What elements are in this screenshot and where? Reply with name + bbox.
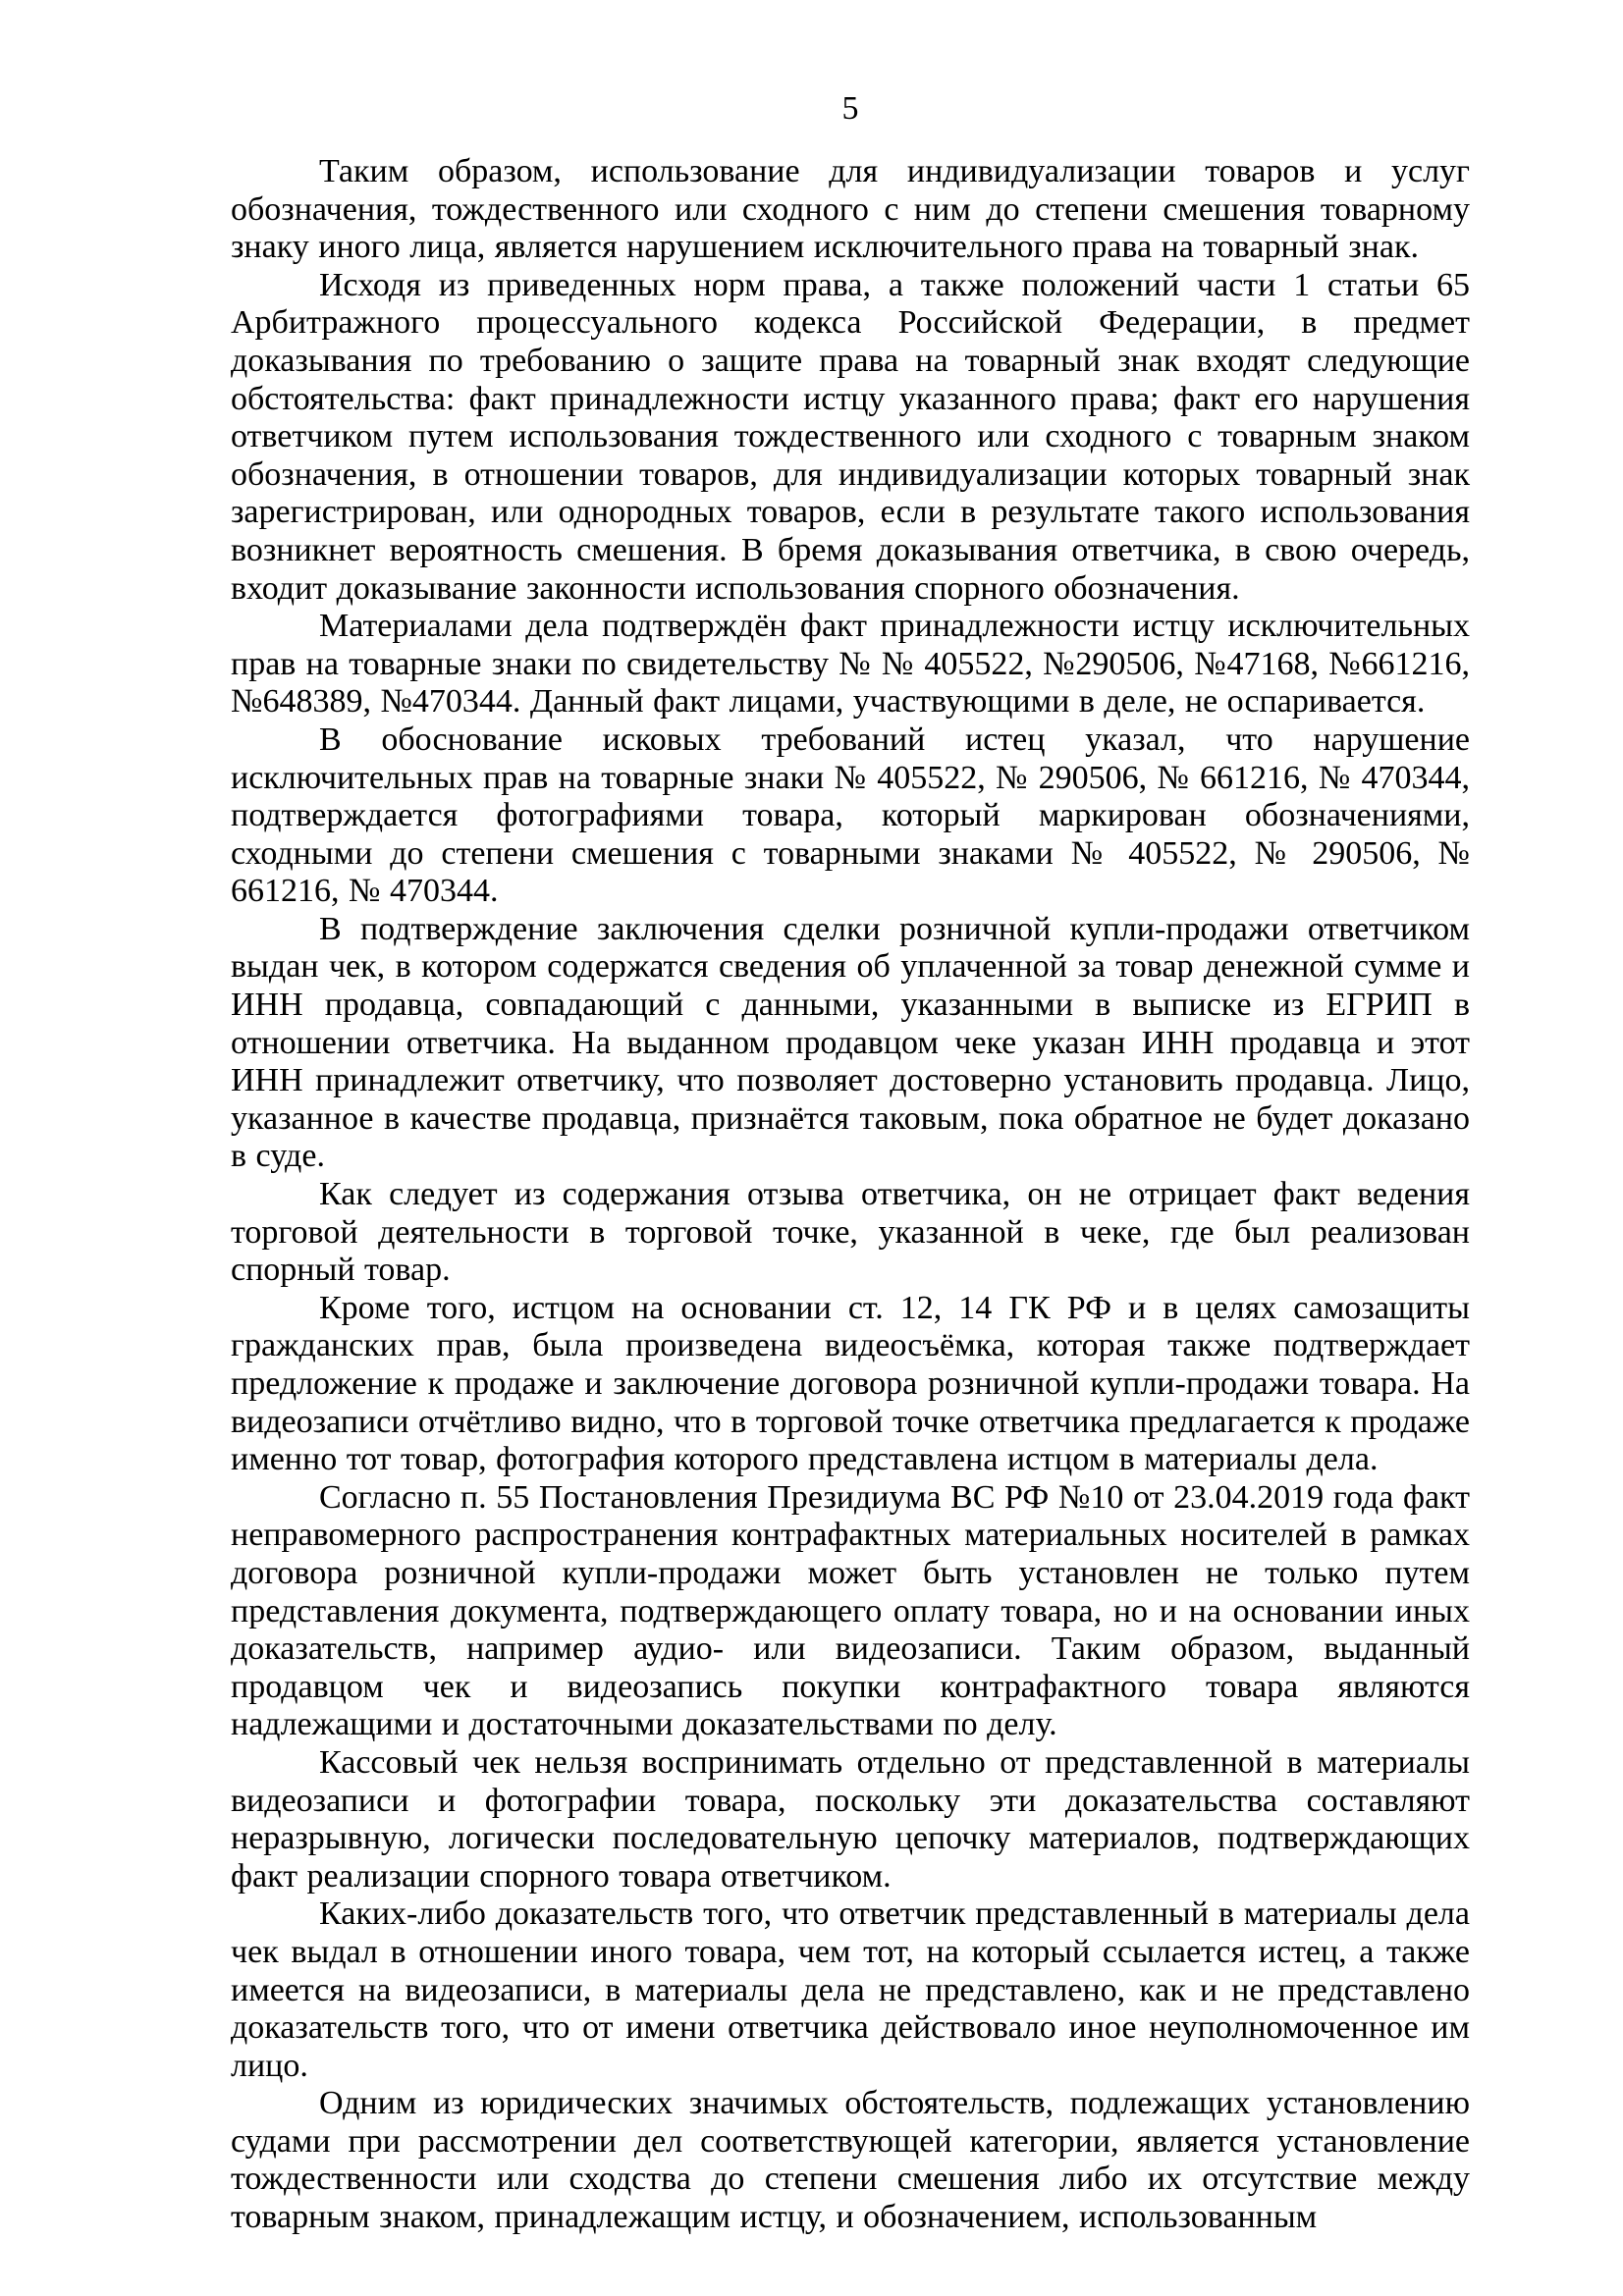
paragraph-supreme-court-ruling: Согласно п. 55 Постановления Президиума ВС РФ №10 от 23.04.2019 года факт неправомерного распространения контрафактных материальных носителей в рамках договора розничной купли-продажи может быть установлен не только путем представления документа, подтверждающего оплату товара, но и на основании иных доказательств, например аудио- или видеозаписи. Таким образом, выданный продавцом чек и видеозапись покупки контрафактного товара являются надлежащими и достаточными доказательствами по делу. — [231, 1478, 1470, 1743]
paragraph-trademark-certificates: Материалами дела подтверждён факт принадлежности истцу исключительных прав на товарные знаки по свидетельству № № 405522, №290506, №47168, №661216, №648389, №470344. Данный факт лицами, участвующими в деле, не оспаривается. — [231, 608, 1470, 721]
paragraph-apk-rf-article-65: Исходя из приведенных норм права, а также положений части 1 статьи 65 Арбитражного процессуального кодекса Российской Федерации, в предмет доказывания по требованию о защите права на товарный знак входят следующие обстоятельства: факт принадлежности истцу указанного права; факт его нарушения ответчиком путем использования тождественного или сходного с товарным знаком обозначения, в отношении товаров, для индивидуализации которых товарный знак зарегистрирован, или однородных товаров, если в результате такого использования возникнет вероятность смешения. В бремя доказывания ответчика, в свою очередь, входит доказывание законности использования спорного обозначения. — [231, 266, 1470, 607]
paragraph-defendant-response: Как следует из содержания отзыва ответчика, он не отрицает факт ведения торговой деятельности в торговой точке, указанной в чеке, где был реализован спорный товар. — [231, 1176, 1470, 1289]
page-number: 5 — [841, 90, 859, 127]
paragraph-no-counter-evidence: Каких-либо доказательств того, что ответчик представленный в материалы дела чек выдал в отношении иного товара, чем тот, на который ссылается истец, а также имеется на видеозаписи, в материалы дела не представлено, как и не представлено доказательств того, что от имени ответчика действовало иное неуполномоченное им лицо. — [231, 1896, 1470, 2084]
paragraph-video-recording: Кроме того, истцом на основании ст. 12, 14 ГК РФ и в целях самозащиты гражданских прав, была произведена видеосъёмка, которая также подтверждает предложение к продаже и заключение договора розничной купли-продажи товара. На видеозаписи отчётливо видно, что в торговой точке ответчика предлагается к продаже именно тот товар, фотография которого представлена истцом в материалы дела. — [231, 1289, 1470, 1478]
paragraph-receipt-inn: В подтверждение заключения сделки розничной купли-продажи ответчиком выдан чек, в котором содержатся сведения об уплаченной за товар денежной сумме и ИНН продавца, совпадающий с данными, указанными в выписке из ЕГРИП в отношении ответчика. На выданном продавцом чеке указан ИНН продавца и этот ИНН принадлежит ответчику, что позволяет достоверно установить продавца. Лицо, указанное в качестве продавца, признаётся таковым, пока обратное не будет доказано в суде. — [231, 910, 1470, 1175]
paragraph-similarity-determination: Одним из юридических значимых обстоятельств, подлежащих установлению судами при рассмотрении дел соответствующей категории, является установление тождественности или сходства до степени смешения либо их отсутствие между товарным знаком, принадлежащим истцу, и обозначением, использованным — [231, 2085, 1470, 2236]
paragraph-intro-usage: Таким образом, использование для индивидуализации товаров и услуг обозначения, тождественного или сходного с ним до степени смешения товарному знаку иного лица, является нарушением исключительного права на товарный знак. — [231, 153, 1470, 266]
paragraph-receipt-evidence-chain: Кассовый чек нельзя воспринимать отдельно от представленной в материалы видеозаписи и фотографии товара, поскольку эти доказательства составляют неразрывную, логически последовательную цепочку материалов, подтверждающих факт реализации спорного товара ответчиком. — [231, 1743, 1470, 1895]
paragraph-claim-justification: В обоснование исковых требований истец указал, что нарушение исключительных прав на товарные знаки № 405522, № 290506, № 661216, № 470344, подтверждается фотографиями товара, который маркирован обозначениями, сходными до степени смешения с товарными знаками № 405522, № 290506, № 661216, № 470344. — [231, 721, 1470, 910]
document-body — [231, 153, 1470, 2237]
